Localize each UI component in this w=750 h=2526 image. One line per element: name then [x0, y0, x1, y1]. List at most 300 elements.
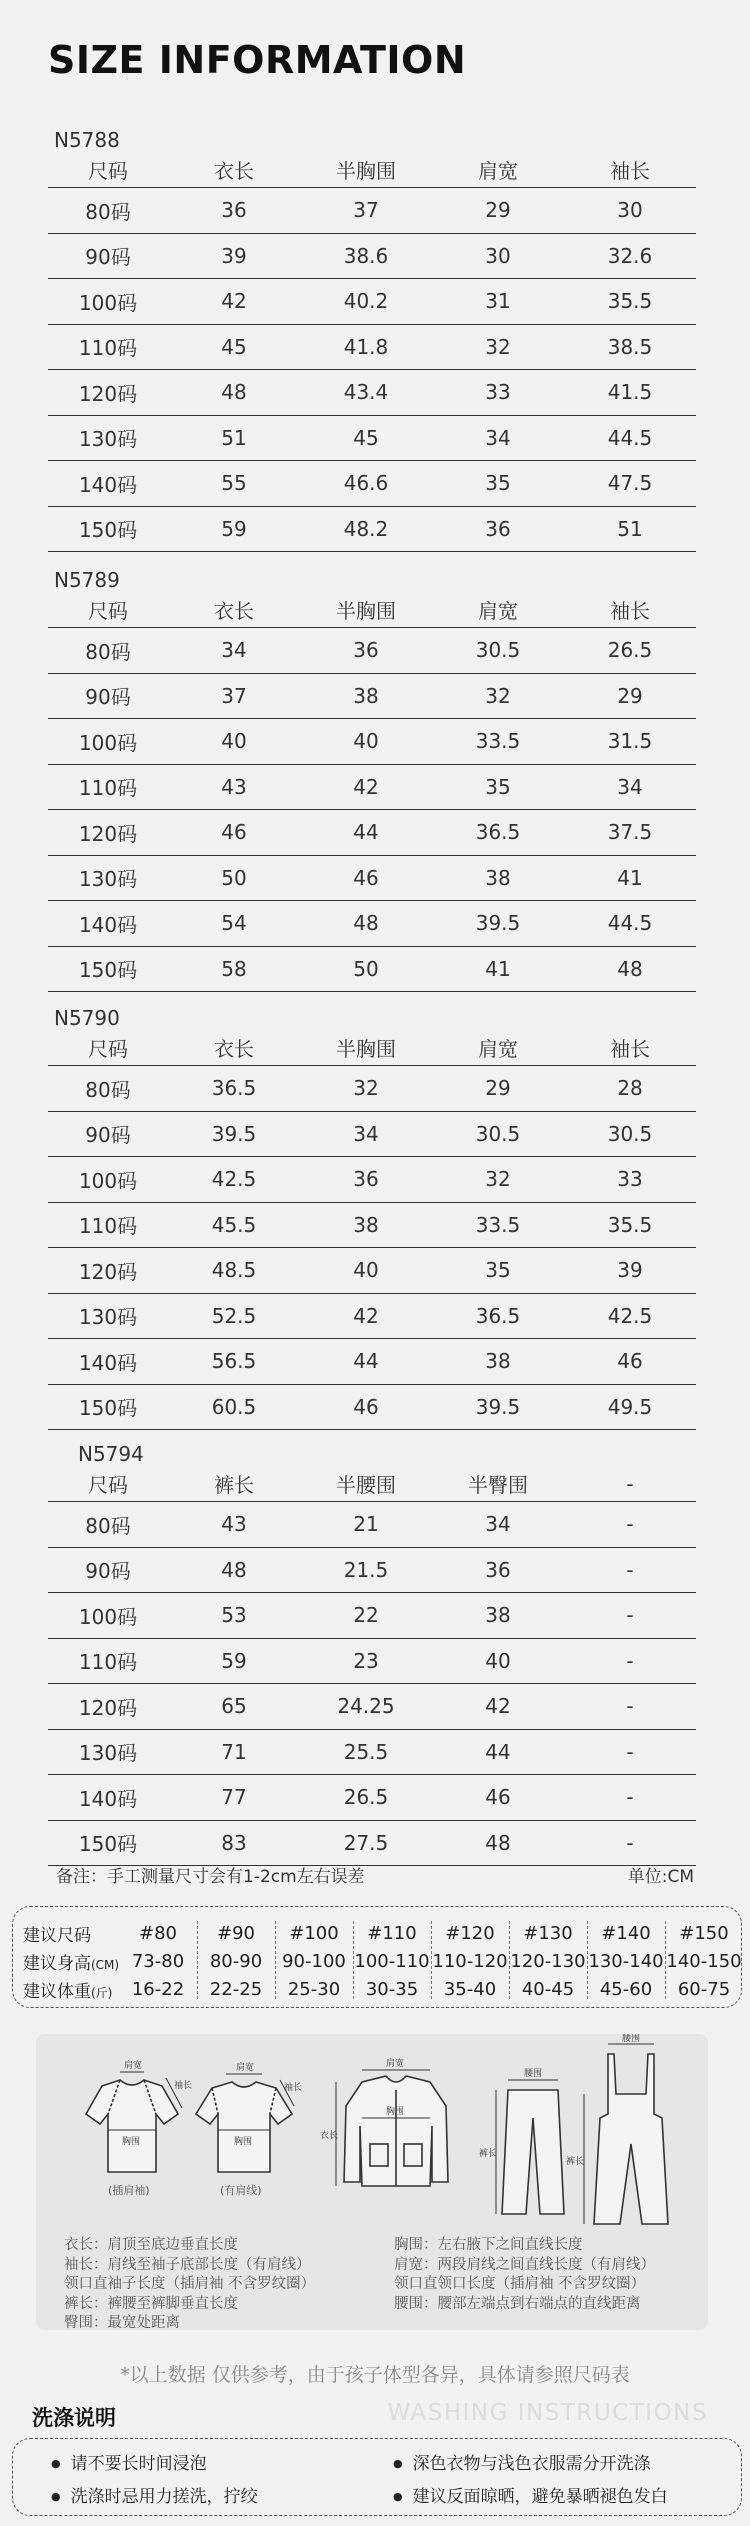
- size-table: [48, 566, 696, 992]
- table-cell: 48: [221, 380, 247, 405]
- table-cell: 33: [485, 380, 511, 405]
- table-row: [48, 507, 696, 553]
- header-cell: 半臀围: [468, 1473, 528, 1497]
- recommend-cell: 110-120: [432, 1950, 508, 1972]
- table-cell: 80码: [85, 639, 131, 664]
- table-row: [48, 1639, 696, 1685]
- recommend-divider: [509, 1921, 510, 1999]
- size-table: [48, 126, 696, 552]
- table-cell: 31: [485, 289, 511, 314]
- table-row: [48, 1730, 696, 1776]
- overalls-icon: [594, 2054, 668, 2224]
- table-row: [48, 370, 696, 416]
- table-row: [48, 1248, 696, 1294]
- table-cell: 71: [221, 1739, 247, 1764]
- table-cell: 41.5: [607, 380, 653, 405]
- recommend-cell: #130: [523, 1922, 573, 1944]
- definition-line: 裤长：裤腰至裤脚垂直长度: [64, 2295, 238, 2312]
- table-row: [48, 1294, 696, 1340]
- table-cell: 46: [353, 865, 379, 890]
- table-cell: 24.25: [337, 1694, 395, 1719]
- recommend-cell: 16-22: [131, 1978, 185, 2000]
- table-header: [48, 592, 696, 628]
- header-cell: 肩宽: [478, 599, 518, 623]
- header-cell: 衣长: [214, 1037, 254, 1061]
- table-cell: 90码: [85, 1559, 131, 1584]
- table-cell: 38: [485, 865, 511, 890]
- table-cell: 37: [353, 198, 379, 223]
- table-row: [48, 234, 696, 280]
- size-table: [48, 1440, 696, 1866]
- definition-line: 肩宽：两段肩线之间直线长度（有肩线）: [394, 2256, 655, 2273]
- recommend-label-text: 建议尺码: [23, 1925, 91, 1946]
- table-cell: 51: [617, 516, 643, 541]
- table-cell: 48: [485, 1830, 511, 1855]
- table-cell: 100码: [78, 290, 138, 315]
- table-cell: 46: [353, 1394, 379, 1419]
- table-cell: 48: [221, 1557, 247, 1582]
- table-cell: 36: [485, 516, 511, 541]
- table-cell: 55: [221, 471, 247, 496]
- table-row: [48, 810, 696, 856]
- washing-box: [12, 2438, 742, 2516]
- table-cell: 65: [221, 1694, 247, 1719]
- recommend-cell: #80: [139, 1922, 177, 1944]
- table-cell: 44: [353, 1349, 379, 1374]
- table-row: [48, 461, 696, 507]
- table-cell: 48: [353, 911, 379, 936]
- table-cell: 46: [617, 1349, 643, 1374]
- recommend-cell: 40-45: [521, 1978, 575, 2000]
- table-cell: 32.6: [607, 243, 653, 268]
- table-cell: 41: [485, 956, 511, 981]
- set-in-tee-icon: [196, 2082, 292, 2172]
- table-cell: 36: [221, 198, 247, 223]
- table-cell: 90码: [85, 685, 131, 710]
- definition-line: 胸围：左右腋下之间直线长度: [394, 2237, 583, 2253]
- table-cell: 40.2: [343, 289, 389, 314]
- header-cell: -: [626, 1471, 634, 1496]
- recommend-divider: [275, 1921, 276, 1999]
- table-cell: -: [626, 1512, 634, 1537]
- table-cell: 43: [221, 1512, 247, 1537]
- table-cell: 33.5: [475, 1212, 521, 1237]
- table-cell: 39.5: [211, 1121, 257, 1146]
- table-cell: 46: [221, 820, 247, 845]
- table-cell: 36: [353, 1167, 379, 1192]
- raglan-caption: (插肩袖): [108, 2184, 150, 2197]
- table-cell: 30: [485, 243, 511, 268]
- table-cell: 42: [485, 1694, 511, 1719]
- table-row: [48, 188, 696, 234]
- table-cell: 31.5: [607, 729, 653, 754]
- table-cell: 40: [353, 1258, 379, 1283]
- pants-icon: [502, 2090, 564, 2214]
- table-cell: 60.5: [211, 1394, 257, 1419]
- table-cell: 150码: [78, 1832, 138, 1857]
- header-cell: 半腰围: [336, 1473, 396, 1497]
- table-cell: -: [626, 1648, 634, 1673]
- model-number: N5794: [78, 1442, 144, 1466]
- table-cell: 36: [485, 1557, 511, 1582]
- length-label-3: 衣长: [320, 2131, 339, 2141]
- recommend-label-text: 建议身高: [23, 1953, 91, 1974]
- table-cell: 130码: [78, 1741, 138, 1766]
- table-cell: 80码: [85, 1077, 131, 1102]
- header-cell: 尺码: [88, 1473, 128, 1497]
- table-cell: -: [626, 1785, 634, 1810]
- table-row: [48, 628, 696, 674]
- notes-row: [56, 1862, 694, 1888]
- definition-line: 领口直袖子长度（插肩袖 不含罗纹圈）: [64, 2276, 316, 2292]
- table-cell: 130码: [78, 1305, 138, 1330]
- waist-label-4: 腰围: [524, 2069, 543, 2079]
- table-row: [48, 1112, 696, 1158]
- disclaimer: *以上数据 仅供参考，由于孩子体型各异，具体请参照尺码表: [120, 2364, 630, 2386]
- table-cell: 40: [221, 729, 247, 754]
- table-cell: 35.5: [607, 1212, 653, 1237]
- table-cell: 45.5: [211, 1212, 257, 1237]
- table-cell: 35: [485, 1258, 511, 1283]
- table-cell: 140码: [78, 1786, 138, 1811]
- table-cell: 38.6: [343, 243, 389, 268]
- table-row: [48, 1203, 696, 1249]
- table-cell: 25.5: [343, 1739, 389, 1764]
- table-row: [48, 1593, 696, 1639]
- table-cell: 46.6: [343, 471, 389, 496]
- table-cell: 53: [221, 1603, 247, 1628]
- recommend-divider: [197, 1921, 198, 1999]
- table-cell: 39: [617, 1258, 643, 1283]
- table-row: [48, 765, 696, 811]
- sleeve-label-2: 袖长: [284, 2083, 303, 2093]
- table-row: [48, 901, 696, 947]
- wash-item: ● 建议反面晾晒，避免暴晒褪色发白: [393, 2482, 668, 2507]
- header-cell: 袖长: [610, 1037, 650, 1061]
- definition-line: 腰围：腰部左端点到右端点的直线距离: [394, 2295, 641, 2312]
- table-cell: 42.5: [211, 1167, 257, 1192]
- table-cell: 120码: [78, 1695, 138, 1720]
- table-row: [48, 674, 696, 720]
- recommend-row: [13, 1947, 743, 1975]
- table-cell: 130码: [78, 427, 138, 452]
- table-cell: 32: [485, 1167, 511, 1192]
- recommend-cell: 120-130: [510, 1950, 586, 1972]
- table-cell: 30.5: [607, 1121, 653, 1146]
- header-cell: 袖长: [610, 159, 650, 183]
- table-cell: -: [626, 1739, 634, 1764]
- table-cell: 36.5: [211, 1076, 257, 1101]
- table-cell: 83: [221, 1830, 247, 1855]
- recommend-divider: [587, 1921, 588, 1999]
- table-cell: 110码: [78, 776, 138, 801]
- table-cell: 110码: [78, 336, 138, 361]
- table-cell: 34: [353, 1121, 379, 1146]
- recommend-row: [13, 1975, 743, 2003]
- table-cell: 120码: [78, 821, 138, 846]
- recommend-cell: 73-80: [131, 1950, 185, 1972]
- table-row: [48, 1339, 696, 1385]
- table-cell: 43: [221, 774, 247, 799]
- table-cell: 34: [221, 638, 247, 663]
- recommend-label: [13, 1949, 119, 1974]
- table-cell: 39.5: [475, 1394, 521, 1419]
- table-cell: 21.5: [343, 1557, 389, 1582]
- definition-line: 臀围：最宽处距离: [64, 2315, 180, 2331]
- table-row: [48, 856, 696, 902]
- table-cell: 77: [221, 1785, 247, 1810]
- pants-length-label-4: 裤长: [479, 2149, 498, 2159]
- recommend-cell: 100-110: [354, 1950, 430, 1972]
- recommend-divider: [353, 1921, 354, 1999]
- measurement-note: 备注：手工测量尺寸会有1-2cm左右误差: [56, 1867, 365, 1887]
- table-cell: 32: [353, 1076, 379, 1101]
- table-row: [48, 279, 696, 325]
- table-cell: 33: [617, 1167, 643, 1192]
- table-cell: 34: [485, 1512, 511, 1537]
- table-cell: 80码: [85, 1513, 131, 1538]
- table-cell: 34: [485, 425, 511, 450]
- shoulder-label-2: 肩宽: [236, 2063, 255, 2073]
- table-cell: 100码: [78, 730, 138, 755]
- table-cell: 39: [221, 243, 247, 268]
- washing-title: 洗涤说明: [32, 2406, 116, 2430]
- recommend-unit: (CM): [91, 1957, 120, 1972]
- table-row: [48, 416, 696, 462]
- recommend-cell: #100: [289, 1922, 339, 1944]
- recommend-cell: #140: [601, 1922, 651, 1944]
- table-cell: 58: [221, 956, 247, 981]
- definition-line: 衣长：肩顶至底边垂直长度: [64, 2237, 238, 2253]
- definitions-left: [64, 2236, 315, 2334]
- chest-label-3: 胸围: [386, 2107, 405, 2117]
- table-cell: 47.5: [607, 471, 653, 496]
- header-cell: 肩宽: [478, 1037, 518, 1061]
- table-cell: -: [626, 1830, 634, 1855]
- chest-label-1: 胸围: [122, 2137, 141, 2147]
- table-cell: 59: [221, 1648, 247, 1673]
- pants-length-label-5: 裤长: [566, 2157, 585, 2167]
- recommend-cell: 90-100: [282, 1950, 346, 1972]
- recommend-row: [13, 1919, 743, 1947]
- recommend-label: [13, 1921, 119, 1946]
- table-cell: 38: [485, 1349, 511, 1374]
- model-number: N5789: [54, 568, 120, 592]
- page-title: SIZE INFORMATION: [48, 38, 467, 82]
- table-row: [48, 1502, 696, 1548]
- table-cell: 150码: [78, 518, 138, 543]
- table-cell: 110码: [78, 1650, 138, 1675]
- raglan-tee-icon: [86, 2080, 178, 2172]
- table-cell: 51: [221, 425, 247, 450]
- table-cell: 30.5: [475, 638, 521, 663]
- recommend-cell: #90: [217, 1922, 255, 1944]
- table-header: [48, 152, 696, 188]
- wash-item: ● 请不要长时间浸泡: [51, 2449, 207, 2474]
- table-cell: -: [626, 1557, 634, 1582]
- table-cell: 34: [617, 774, 643, 799]
- table-cell: 49.5: [607, 1394, 653, 1419]
- header-cell: 袖长: [610, 599, 650, 623]
- table-row: [48, 1066, 696, 1112]
- recommend-cell: 140-150: [666, 1950, 742, 1972]
- header-cell: 肩宽: [478, 159, 518, 183]
- washing-title-en: WASHING INSTRUCTIONS: [387, 2400, 708, 2426]
- table-cell: 90码: [85, 1123, 131, 1148]
- table-cell: 56.5: [211, 1349, 257, 1374]
- table-header: [48, 1466, 696, 1502]
- shoulder-label-1: 肩宽: [124, 2061, 143, 2071]
- table-cell: 140码: [78, 1350, 138, 1375]
- recommend-cell: #120: [445, 1922, 495, 1944]
- header-cell: 尺码: [88, 1037, 128, 1061]
- table-row: [48, 719, 696, 765]
- definitions-right: [394, 2236, 655, 2314]
- table-row: [48, 1821, 696, 1867]
- table-cell: 27.5: [343, 1830, 389, 1855]
- table-cell: 36.5: [475, 820, 521, 845]
- recommend-table: [12, 1906, 742, 2008]
- table-cell: 50: [221, 865, 247, 890]
- table-row: [48, 1157, 696, 1203]
- recommend-cell: 35-40: [443, 1978, 497, 2000]
- table-row: [48, 947, 696, 993]
- header-cell: 半胸围: [336, 159, 396, 183]
- table-cell: 36: [353, 638, 379, 663]
- table-cell: 45: [221, 334, 247, 359]
- table-cell: -: [626, 1603, 634, 1628]
- table-cell: 33.5: [475, 729, 521, 754]
- table-row: [48, 325, 696, 371]
- recommend-cell: 30-35: [365, 1978, 419, 2000]
- table-cell: 100码: [78, 1604, 138, 1629]
- table-cell: 29: [485, 198, 511, 223]
- model-number: N5790: [54, 1006, 120, 1030]
- table-cell: 37: [221, 683, 247, 708]
- recommend-cell: 45-60: [599, 1978, 653, 2000]
- table-cell: 43.4: [343, 380, 389, 405]
- header-cell: 半胸围: [336, 599, 396, 623]
- table-cell: 150码: [78, 1396, 138, 1421]
- table-cell: 80码: [85, 199, 131, 224]
- table-cell: 41: [617, 865, 643, 890]
- recommend-label: [13, 1977, 119, 2002]
- table-cell: 44: [485, 1739, 511, 1764]
- table-cell: 46: [485, 1785, 511, 1810]
- header-cell: 尺码: [88, 599, 128, 623]
- table-cell: 41.8: [343, 334, 389, 359]
- table-cell: 59: [221, 516, 247, 541]
- table-cell: 35.5: [607, 289, 653, 314]
- size-table: [48, 1004, 696, 1430]
- table-cell: 28: [617, 1076, 643, 1101]
- table-cell: 110码: [78, 1214, 138, 1239]
- table-cell: 120码: [78, 1259, 138, 1284]
- table-cell: 130码: [78, 867, 138, 892]
- recommend-cell: #110: [367, 1922, 417, 1944]
- header-cell: 衣长: [214, 159, 254, 183]
- recommend-cell: 80-90: [209, 1950, 263, 1972]
- table-cell: 42: [353, 774, 379, 799]
- recommend-divider: [665, 1921, 666, 1999]
- table-cell: 140码: [78, 912, 138, 937]
- garment-illustrations: [36, 2034, 708, 2244]
- header-cell: 裤长: [214, 1473, 254, 1497]
- recommend-cell: 130-140: [588, 1950, 664, 1972]
- model-number: N5788: [54, 128, 120, 152]
- header-cell: 衣长: [214, 599, 254, 623]
- table-cell: 38: [353, 683, 379, 708]
- table-row: [48, 1684, 696, 1730]
- table-cell: 48.2: [343, 516, 389, 541]
- table-header: [48, 1030, 696, 1066]
- table-cell: 42: [221, 289, 247, 314]
- table-cell: 21: [353, 1512, 379, 1537]
- recommend-unit: (斤): [91, 1985, 113, 2000]
- table-cell: 38: [485, 1603, 511, 1628]
- table-row: [48, 1385, 696, 1431]
- set-in-caption: (有肩线): [220, 2184, 262, 2197]
- table-cell: 26.5: [343, 1785, 389, 1810]
- recommend-cell: 60-75: [677, 1978, 731, 2000]
- table-cell: 38: [353, 1212, 379, 1237]
- recommend-cell: #150: [679, 1922, 729, 1944]
- table-cell: 45: [353, 425, 379, 450]
- table-cell: 100码: [78, 1168, 138, 1193]
- table-cell: 150码: [78, 958, 138, 983]
- wash-item: ● 洗涤时忌用力搓洗，拧绞: [51, 2482, 258, 2507]
- recommend-label-text: 建议体重: [23, 1981, 91, 2002]
- table-cell: 54: [221, 911, 247, 936]
- table-cell: 30: [617, 198, 643, 223]
- table-cell: 42: [353, 1303, 379, 1328]
- table-cell: 36.5: [475, 1303, 521, 1328]
- table-cell: 32: [485, 683, 511, 708]
- table-cell: 35: [485, 774, 511, 799]
- table-cell: 40: [353, 729, 379, 754]
- table-cell: 29: [485, 1076, 511, 1101]
- table-cell: 48: [617, 956, 643, 981]
- table-cell: 44: [353, 820, 379, 845]
- definition-line: 袖长：肩线至袖子底部长度（有肩线）: [64, 2256, 311, 2273]
- table-row: [48, 1775, 696, 1821]
- waist-label-5: 腰围: [622, 2034, 641, 2044]
- table-row: [48, 1548, 696, 1594]
- table-cell: 23: [353, 1648, 379, 1673]
- table-cell: 30.5: [475, 1121, 521, 1146]
- table-cell: 26.5: [607, 638, 653, 663]
- table-cell: 90码: [85, 245, 131, 270]
- header-cell: 尺码: [88, 159, 128, 183]
- definition-line: 领口直领口长度（插肩袖 不含罗纹圈）: [394, 2276, 646, 2292]
- table-cell: 50: [353, 956, 379, 981]
- recommend-cell: 25-30: [287, 1978, 341, 2000]
- table-cell: 37.5: [607, 820, 653, 845]
- header-cell: 半胸围: [336, 1037, 396, 1061]
- table-cell: 48.5: [211, 1258, 257, 1283]
- wash-item: ● 深色衣物与浅色衣服需分开洗涤: [393, 2449, 651, 2474]
- table-cell: -: [626, 1694, 634, 1719]
- sleeve-label-1: 袖长: [174, 2081, 193, 2091]
- unit-note: 单位:CM: [627, 1867, 694, 1887]
- table-cell: 44.5: [607, 911, 653, 936]
- table-cell: 39.5: [475, 911, 521, 936]
- table-cell: 52.5: [211, 1303, 257, 1328]
- table-cell: 40: [485, 1648, 511, 1673]
- table-cell: 35: [485, 471, 511, 496]
- table-cell: 38.5: [607, 334, 653, 359]
- table-cell: 29: [617, 683, 643, 708]
